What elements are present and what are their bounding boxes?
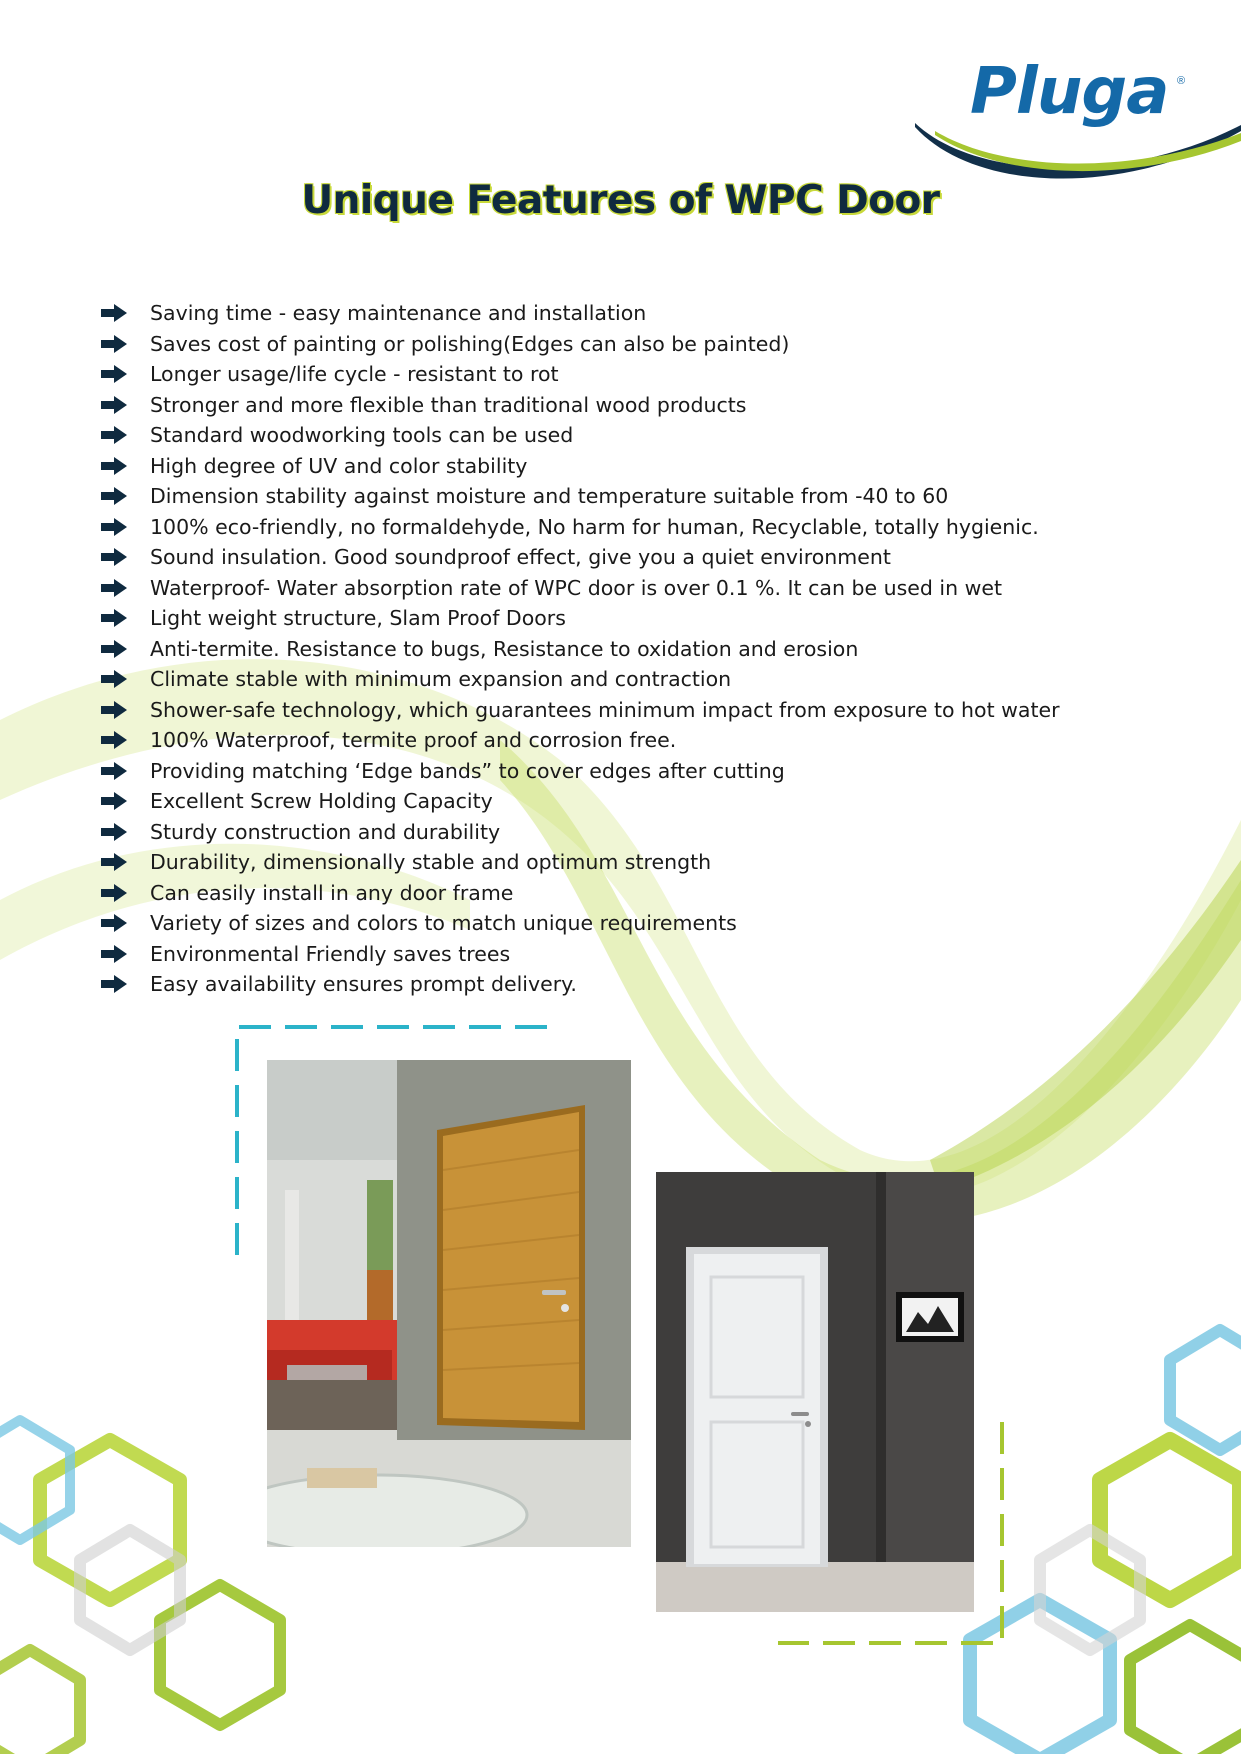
list-item bbox=[100, 969, 1060, 1000]
arrow-right-icon bbox=[100, 670, 128, 688]
feature-text: Durability, dimensionally stable and optimum strength bbox=[150, 850, 712, 875]
feature-text: Saves cost of painting or polishing(Edges can also be painted) bbox=[150, 331, 790, 356]
feature-text: Can easily install in any door frame bbox=[150, 880, 514, 905]
list-item bbox=[100, 390, 1060, 421]
arrow-right-icon bbox=[100, 853, 128, 871]
feature-text: Sturdy construction and durability bbox=[150, 819, 501, 844]
list-item bbox=[100, 634, 1060, 665]
logo-wordmark: Pluga bbox=[970, 55, 1169, 129]
list-item bbox=[100, 847, 1060, 878]
feature-text: 100% Waterproof, termite proof and corrosion free. bbox=[150, 728, 677, 753]
arrow-right-icon bbox=[100, 945, 128, 963]
feature-text: 100% eco-friendly, no formaldehyde, No harm for human, Recyclable, totally hygienic. bbox=[150, 514, 1039, 539]
list-item bbox=[100, 817, 1060, 848]
white-door-photo bbox=[656, 1172, 974, 1612]
arrow-right-icon bbox=[100, 731, 128, 749]
arrow-right-icon bbox=[100, 701, 128, 719]
arrow-right-icon bbox=[100, 762, 128, 780]
feature-text: Sound insulation. Good soundproof effect, give you a quiet environment bbox=[150, 545, 891, 570]
wood-door-photo bbox=[267, 1060, 631, 1547]
arrow-right-icon bbox=[100, 548, 128, 566]
arrow-right-icon bbox=[100, 426, 128, 444]
arrow-right-icon bbox=[100, 914, 128, 932]
feature-text: Excellent Screw Holding Capacity bbox=[150, 789, 493, 814]
list-item bbox=[100, 603, 1060, 634]
list-item bbox=[100, 725, 1060, 756]
feature-text: Providing matching ‘Edge bands” to cover edges after cutting bbox=[150, 758, 785, 783]
arrow-right-icon bbox=[100, 304, 128, 322]
feature-text: Shower-safe technology, which guarantees minimum impact from exposure to hot water bbox=[150, 697, 1060, 722]
feature-text: Climate stable with minimum expansion and contraction bbox=[150, 667, 732, 692]
arrow-right-icon bbox=[100, 609, 128, 627]
feature-text: Stronger and more flexible than traditional wood products bbox=[150, 392, 747, 417]
arrow-right-icon bbox=[100, 487, 128, 505]
page-title: Unique Features of WPC Door bbox=[301, 178, 940, 223]
list-item bbox=[100, 786, 1060, 817]
arrow-right-icon bbox=[100, 823, 128, 841]
feature-text: Standard woodworking tools can be used bbox=[150, 423, 574, 448]
list-item bbox=[100, 939, 1060, 970]
arrow-right-icon bbox=[100, 884, 128, 902]
feature-text: Environmental Friendly saves trees bbox=[150, 941, 511, 966]
arrow-right-icon bbox=[100, 335, 128, 353]
list-item bbox=[100, 359, 1060, 390]
list-item bbox=[100, 298, 1060, 329]
list-item bbox=[100, 664, 1060, 695]
feature-text: High degree of UV and color stability bbox=[150, 453, 528, 478]
feature-text: Saving time - easy maintenance and installation bbox=[150, 301, 647, 326]
arrow-right-icon bbox=[100, 975, 128, 993]
feature-text: Light weight structure, Slam Proof Doors bbox=[150, 606, 566, 631]
list-item bbox=[100, 542, 1060, 573]
arrow-right-icon bbox=[100, 518, 128, 536]
arrow-right-icon bbox=[100, 640, 128, 658]
list-item bbox=[100, 512, 1060, 543]
feature-text: Variety of sizes and colors to match unique requirements bbox=[150, 911, 737, 936]
list-item bbox=[100, 573, 1060, 604]
list-item bbox=[100, 878, 1060, 909]
arrow-right-icon bbox=[100, 579, 128, 597]
feature-text: Waterproof- Water absorption rate of WPC door is over 0.1 %. It can be used in wet bbox=[150, 575, 1003, 600]
feature-text: Anti-termite. Resistance to bugs, Resistance to oxidation and erosion bbox=[150, 636, 859, 661]
list-item bbox=[100, 329, 1060, 360]
arrow-right-icon bbox=[100, 457, 128, 475]
arrow-right-icon bbox=[100, 396, 128, 414]
list-item bbox=[100, 695, 1060, 726]
feature-text: Easy availability ensures prompt delivery. bbox=[150, 972, 577, 997]
list-item bbox=[100, 420, 1060, 451]
brand-logo bbox=[915, 55, 1241, 175]
list-item bbox=[100, 756, 1060, 787]
arrow-right-icon bbox=[100, 365, 128, 383]
list-item bbox=[100, 481, 1060, 512]
feature-text: Longer usage/life cycle - resistant to rot bbox=[150, 362, 559, 387]
registered-mark: ® bbox=[1177, 75, 1186, 87]
list-item bbox=[100, 451, 1060, 482]
list-item bbox=[100, 908, 1060, 939]
feature-text: Dimension stability against moisture and temperature suitable from -40 to 60 bbox=[150, 484, 949, 509]
arrow-right-icon bbox=[100, 792, 128, 810]
feature-list bbox=[100, 298, 1060, 1000]
